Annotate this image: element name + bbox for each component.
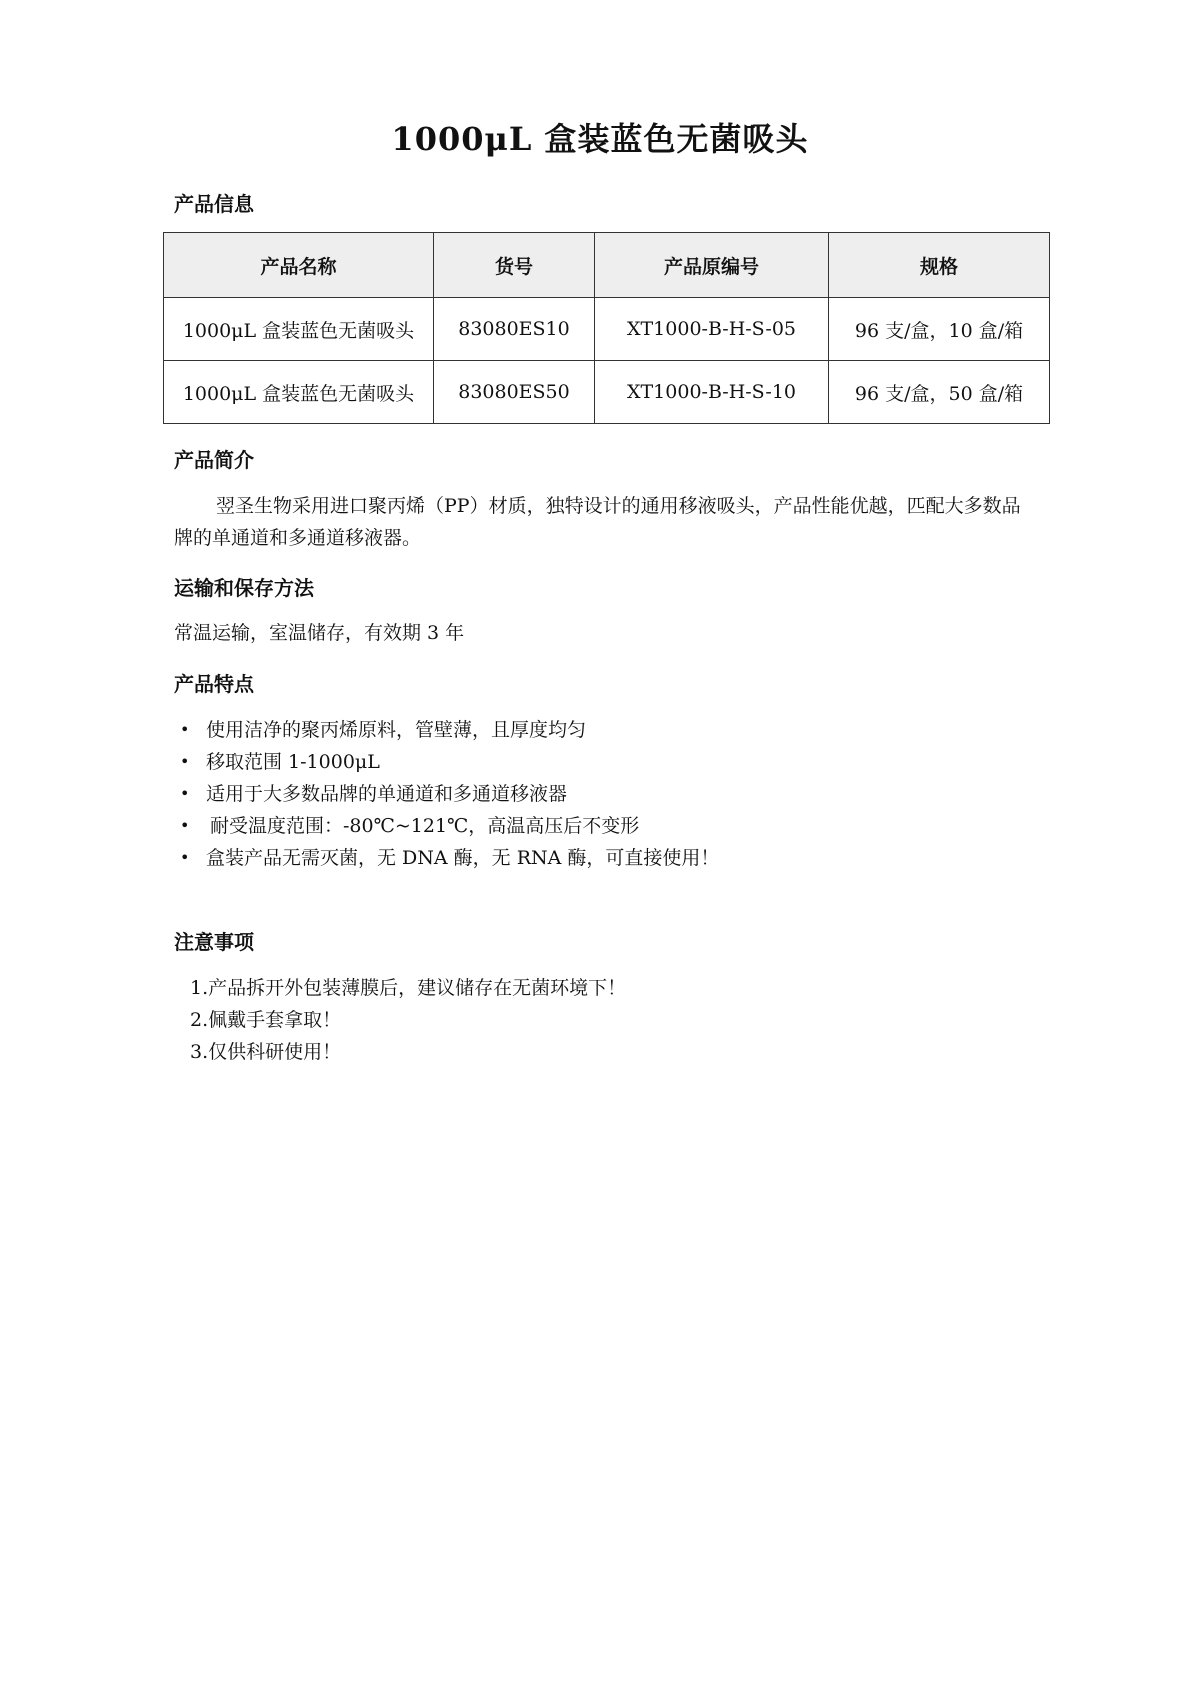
cell-specification: 96 支/盒，50 盒/箱 <box>829 361 1050 424</box>
list-item <box>174 810 719 842</box>
bullet-icon: • <box>180 720 190 739</box>
storage-text: 常温运输，室温储存，有效期 3 年 <box>174 622 465 644</box>
list-item <box>174 714 719 746</box>
cell-product-name: 1000μL 盒装蓝色无菌吸头 <box>164 361 434 424</box>
cell-catalog-number: 83080ES10 <box>434 298 595 361</box>
product-info-heading: 产品信息 <box>174 192 254 216</box>
storage-heading: 运输和保存方法 <box>174 576 314 600</box>
cell-product-name: 1000μL 盒装蓝色无菌吸头 <box>164 298 434 361</box>
notes-heading: 注意事项 <box>174 930 254 954</box>
feature-text: 耐受温度范围：-80℃~121℃，高温高压后不变形 <box>210 815 640 837</box>
features-heading: 产品特点 <box>174 672 254 696</box>
intro-text: 翌圣生物采用进口聚丙烯（PP）材质，独特设计的通用移液吸头，产品性能优越，匹配大多数品牌的单通道和多通道移液器。 <box>174 495 1021 549</box>
intro-paragraph <box>174 490 1034 554</box>
document-title: 1000μL 盒装蓝色无菌吸头 <box>391 120 809 158</box>
product-info-table <box>163 232 1050 424</box>
cell-catalog-number: 83080ES50 <box>434 361 595 424</box>
bullet-icon: • <box>180 816 190 835</box>
list-item: 2.佩戴手套拿取！ <box>190 1009 342 1031</box>
list-item <box>174 842 719 874</box>
list-item: 1.产品拆开外包装薄膜后，建议储存在无菌环境下！ <box>190 977 627 999</box>
feature-text: 盒装产品无需灭菌，无 DNA 酶，无 RNA 酶，可直接使用！ <box>206 847 720 869</box>
feature-text: 适用于大多数品牌的单通道和多通道移液器 <box>206 783 568 805</box>
bullet-icon: • <box>180 752 190 771</box>
features-list <box>174 714 719 874</box>
header-specification: 规格 <box>829 233 1050 298</box>
header-catalog-number: 货号 <box>434 233 595 298</box>
table-row <box>164 298 1050 361</box>
cell-specification: 96 支/盒，10 盒/箱 <box>829 298 1050 361</box>
feature-text: 使用洁净的聚丙烯原料，管壁薄，且厚度均匀 <box>206 719 587 741</box>
list-item <box>174 778 719 810</box>
list-item: 3.仅供科研使用！ <box>190 1041 342 1063</box>
notes-list <box>190 972 626 1068</box>
header-product-name: 产品名称 <box>164 233 434 298</box>
intro-heading: 产品简介 <box>174 448 254 472</box>
list-item <box>174 746 719 778</box>
feature-text: 移取范围 1-1000μL <box>206 751 380 773</box>
bullet-icon: • <box>180 848 190 867</box>
cell-original-code: XT1000-B-H-S-10 <box>595 361 829 424</box>
cell-original-code: XT1000-B-H-S-05 <box>595 298 829 361</box>
table-row <box>164 361 1050 424</box>
bullet-icon: • <box>180 784 190 803</box>
header-original-code: 产品原编号 <box>595 233 829 298</box>
table-header-row <box>164 233 1050 298</box>
